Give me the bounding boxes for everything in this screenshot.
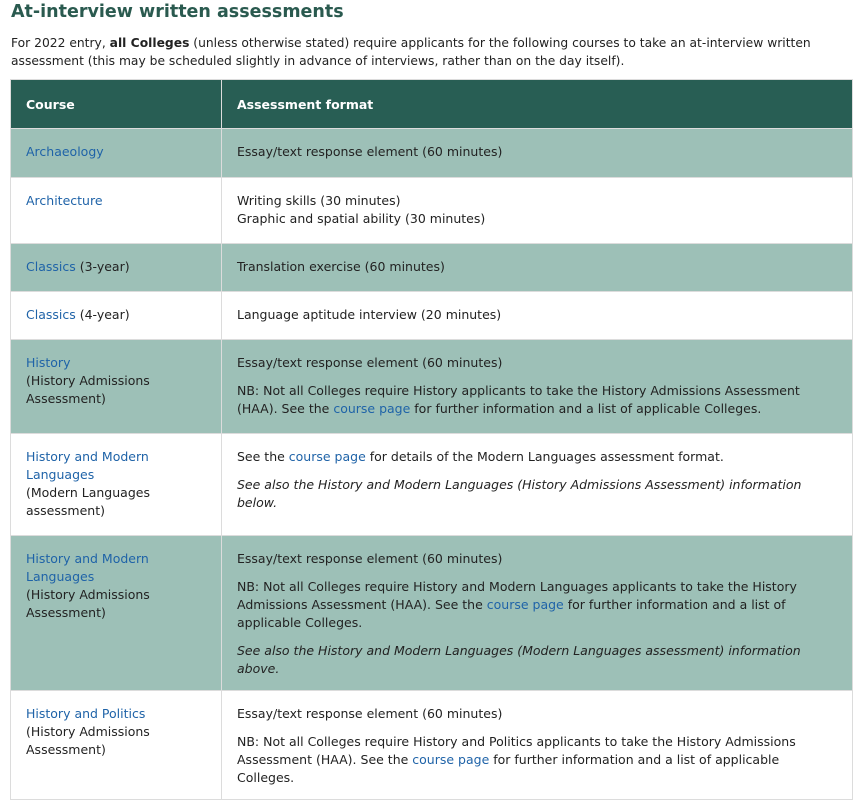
header-course: Course [11,80,222,129]
assessment-table [10,79,853,800]
nb-text: for further information and a list of applicable Colleges. [237,752,780,785]
table-row [11,536,853,691]
table-row [11,292,853,340]
nb-text: NB: Not all Colleges require History applicants to take the History Admissions Assessment (HAA). See the [237,383,800,416]
table-row [11,244,853,292]
intro-paragraph [11,34,856,70]
header-assessment-format: Assessment format [222,80,853,129]
page-heading: At-interview written assessments [11,2,344,22]
format-text: Essay/text response element (60 minutes) [237,144,503,159]
course-note: (Modern Languages assessment) [26,485,150,518]
table-row [11,691,853,800]
course-link-classics[interactable]: Classics [26,259,76,274]
format-cell [222,292,853,340]
course-link-architecture[interactable]: Architecture [26,193,103,208]
course-link-history[interactable]: History [26,355,71,370]
course-cell [11,536,222,691]
course-page-link[interactable]: course page [486,597,564,612]
course-link-history-and-modern-languages[interactable]: History and Modern Languages [26,551,149,584]
course-cell [11,434,222,536]
nb-text: for further information and a list of applicable Colleges. [237,597,786,630]
table-row [11,129,853,178]
format-text: Essay/text response element (60 minutes) [237,355,503,370]
course-cell [11,129,222,178]
course-link-history-and-politics[interactable]: History and Politics [26,706,146,721]
course-note: (4-year) [75,307,130,322]
format-text: Essay/text response element (60 minutes) [237,706,503,721]
format-cell [222,536,853,691]
intro-text-start: For 2022 entry, [11,36,110,50]
see-text: See the [237,449,289,464]
intro-bold-text: all Colleges [109,36,190,50]
course-note: (History Admissions Assessment) [26,587,150,620]
format-cell [222,129,853,178]
course-cell [11,691,222,800]
table-header-row [11,80,853,129]
table-row [11,340,853,434]
format-text: Language aptitude interview (20 minutes) [237,307,502,322]
course-link-classics[interactable]: Classics [26,307,76,322]
nb-text: NB: Not all Colleges require History and Politics applicants to take the History Admissions Assessment (HAA). See the [237,734,796,767]
nb-text: for further information and a list of applicable Colleges. [410,401,762,416]
nb-note [237,578,837,632]
course-link-history-and-modern-languages[interactable]: History and Modern Languages [26,449,149,482]
format-text: Essay/text response element (60 minutes) [237,551,503,566]
format-cell [222,244,853,292]
course-cell [11,292,222,340]
course-cell [11,340,222,434]
course-page-link[interactable]: course page [333,401,411,416]
course-cell [11,178,222,244]
table-row [11,178,853,244]
see-also-note: See also the History and Modern Languages (Modern Languages assessment) information above. [237,643,801,676]
course-note: (History Admissions Assessment) [26,724,150,757]
course-note: (3-year) [75,259,130,274]
format-cell [222,691,853,800]
course-cell [11,244,222,292]
format-cell [222,178,853,244]
format-cell [222,340,853,434]
see-text: for details of the Modern Languages assessment format. [365,449,724,464]
course-page-link[interactable]: course page [288,449,366,464]
course-note: (History Admissions Assessment) [26,373,150,406]
nb-note [237,733,837,787]
intro-text-end: (unless otherwise stated) require applicants for the following courses to take an at-interview written assessment (this may be scheduled slightly in advance of interviews, rather than on the day itself). [11,36,811,68]
format-text: Translation exercise (60 minutes) [237,259,445,274]
format-cell [222,434,853,536]
see-note [237,448,837,466]
format-text: Writing skills (30 minutes) [237,193,401,208]
course-page-link[interactable]: course page [412,752,490,767]
course-link-archaeology[interactable]: Archaeology [26,144,104,159]
table-row [11,434,853,536]
nb-note [237,382,837,418]
see-also-note: See also the History and Modern Languages (History Admissions Assessment) information below. [237,477,802,510]
nb-text: NB: Not all Colleges require History and Modern Languages applicants to take the History Admissions Assessment (HAA). See the [237,579,797,612]
format-text: Graphic and spatial ability (30 minutes) [237,211,486,226]
